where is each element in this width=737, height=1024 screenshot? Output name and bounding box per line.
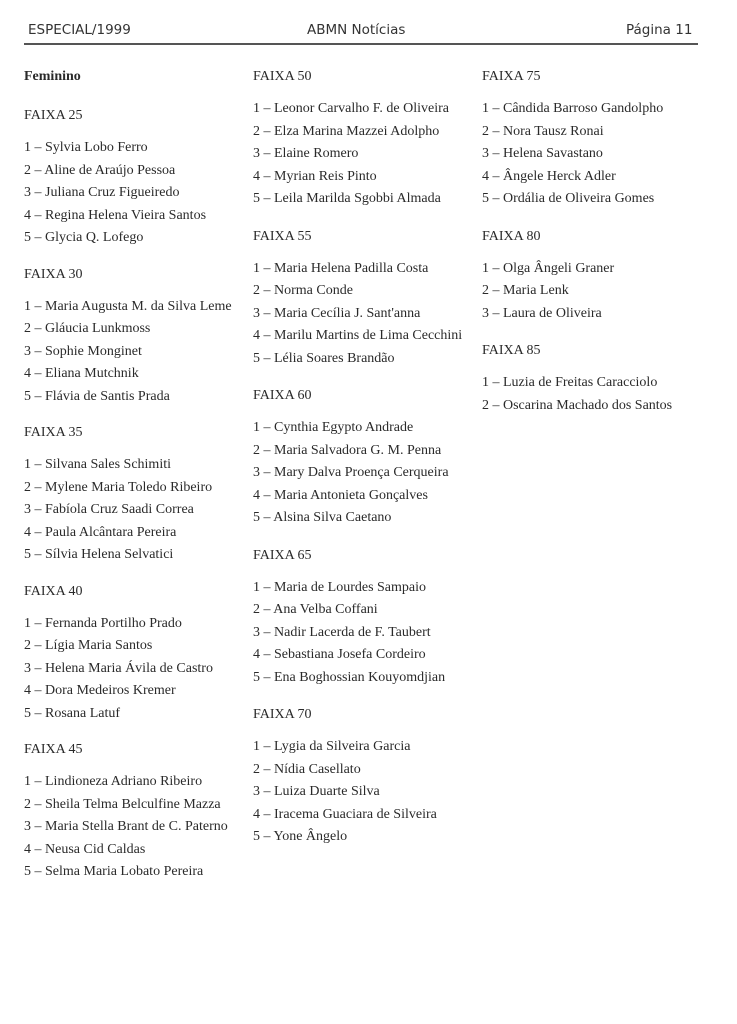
list-item: 4 – Eliana Mutchnik bbox=[24, 366, 139, 381]
name-list bbox=[24, 296, 252, 409]
age-group-title: FAIXA 75 bbox=[482, 69, 541, 84]
list-item: 4 – Iracema Guaciara de Silveira bbox=[253, 806, 437, 822]
age-group bbox=[24, 741, 252, 884]
list-item: 2 – Norma Conde bbox=[253, 283, 353, 298]
age-group bbox=[482, 228, 712, 326]
age-group-title: FAIXA 60 bbox=[253, 388, 312, 403]
age-group bbox=[24, 266, 252, 409]
age-group bbox=[253, 228, 481, 371]
age-group bbox=[253, 68, 481, 211]
name-list bbox=[24, 454, 252, 567]
age-group-title: FAIXA 50 bbox=[253, 69, 312, 84]
section-title: Feminino bbox=[24, 69, 81, 84]
list-item: 1 – Maria Augusta M. da Silva Leme bbox=[24, 298, 232, 314]
list-item: 1 – Olga Ângeli Graner bbox=[482, 260, 615, 276]
name-list bbox=[24, 613, 252, 726]
list-item: 4 – Marilu Martins de Lima Cecchini bbox=[253, 328, 463, 343]
list-item: 5 – Ena Boghossian Kouyomdjian bbox=[253, 669, 446, 685]
list-item: 4 – Sebastiana Josefa Cordeiro bbox=[253, 647, 426, 662]
list-item: 4 – Neusa Cid Caldas bbox=[24, 841, 146, 857]
header-left: ESPECIAL/1999 bbox=[28, 22, 131, 38]
list-item: 2 – Elza Marina Mazzei Adolpho bbox=[253, 123, 440, 139]
list-item: 1 – Cynthia Egypto Andrade bbox=[253, 420, 414, 435]
column-3 bbox=[482, 68, 712, 417]
list-item: 5 – Glycia Q. Lofego bbox=[24, 230, 144, 245]
header-page-number: Página 11 bbox=[626, 22, 693, 38]
list-item: 5 – Alsina Silva Caetano bbox=[253, 510, 392, 525]
age-group bbox=[24, 583, 252, 726]
list-item: 2 – Sheila Telma Belculfine Mazza bbox=[24, 796, 221, 812]
list-item: 4 – Paula Alcântara Pereira bbox=[24, 524, 177, 540]
name-list bbox=[253, 736, 481, 849]
name-list bbox=[253, 417, 481, 530]
list-item: 2 – Nora Tausz Ronai bbox=[482, 123, 604, 139]
age-group bbox=[482, 68, 712, 211]
list-item: 1 – Luzia de Freitas Caracciolo bbox=[482, 375, 658, 390]
list-item: 3 – Maria Stella Brant de C. Paterno bbox=[24, 819, 228, 834]
name-list bbox=[482, 372, 712, 417]
list-item: 4 – Ângele Herck Adler bbox=[482, 168, 616, 184]
age-group-title: FAIXA 25 bbox=[24, 108, 83, 123]
list-item: 3 – Elaine Romero bbox=[253, 146, 359, 161]
name-list bbox=[253, 577, 481, 690]
list-item: 1 – Cândida Barroso Gandolpho bbox=[482, 101, 664, 116]
age-group-title: FAIXA 55 bbox=[253, 228, 312, 244]
list-item: 1 – Silvana Sales Schimiti bbox=[24, 457, 171, 472]
list-item: 2 – Ana Velba Coffani bbox=[253, 602, 378, 617]
name-list bbox=[482, 258, 712, 326]
column-2 bbox=[253, 68, 481, 849]
name-list bbox=[482, 98, 712, 211]
age-group-title: FAIXA 30 bbox=[24, 266, 83, 282]
list-item: 5 – Selma Maria Lobato Pereira bbox=[24, 864, 204, 879]
list-item: 3 – Fabíola Cruz Saadi Correa bbox=[24, 502, 194, 517]
age-group-title: FAIXA 65 bbox=[253, 547, 312, 563]
age-group bbox=[253, 547, 481, 690]
list-item: 4 – Myrian Reis Pinto bbox=[253, 168, 377, 184]
name-list bbox=[253, 258, 481, 371]
list-item: 5 – Lélia Soares Brandão bbox=[253, 350, 395, 366]
list-item: 1 – Lindioneza Adriano Ribeiro bbox=[24, 774, 203, 789]
list-item: 5 – Ordália de Oliveira Gomes bbox=[482, 191, 655, 206]
list-item: 2 – Nídia Casellato bbox=[253, 761, 361, 777]
age-group-title: FAIXA 45 bbox=[24, 742, 83, 757]
list-item: 1 – Maria Helena Padilla Costa bbox=[253, 260, 429, 276]
list-item: 2 – Aline de Araújo Pessoa bbox=[24, 162, 176, 178]
list-item: 1 – Leonor Carvalho F. de Oliveira bbox=[253, 101, 449, 116]
name-list bbox=[253, 98, 481, 211]
list-item: 2 – Lígia Maria Santos bbox=[24, 638, 153, 653]
list-item: 3 – Helena Savastano bbox=[482, 146, 603, 161]
age-group-title: FAIXA 85 bbox=[482, 343, 541, 358]
list-item: 3 – Maria Cecília J. Sant'anna bbox=[253, 305, 421, 321]
column-1 bbox=[24, 68, 252, 884]
age-group-title: FAIXA 40 bbox=[24, 583, 83, 599]
list-item: 2 – Gláucia Lunkmoss bbox=[24, 321, 151, 336]
list-item: 2 – Oscarina Machado dos Santos bbox=[482, 397, 673, 413]
list-item: 3 – Laura de Oliveira bbox=[482, 305, 602, 321]
list-item: 3 – Sophie Monginet bbox=[24, 343, 142, 359]
list-item: 2 – Mylene Maria Toledo Ribeiro bbox=[24, 479, 213, 495]
list-item: 3 – Helena Maria Ávila de Castro bbox=[24, 660, 213, 676]
list-item: 3 – Nadir Lacerda de F. Taubert bbox=[253, 624, 431, 640]
list-item: 4 – Regina Helena Vieira Santos bbox=[24, 207, 207, 223]
list-item: 1 – Fernanda Portilho Prado bbox=[24, 615, 182, 631]
list-item: 5 – Leila Marilda Sgobbi Almada bbox=[253, 191, 441, 206]
age-group-title: FAIXA 80 bbox=[482, 228, 541, 244]
list-item: 2 – Maria Salvadora G. M. Penna bbox=[253, 442, 442, 458]
list-item: 5 – Rosana Latuf bbox=[24, 705, 121, 721]
age-group bbox=[24, 107, 252, 250]
list-item: 1 – Maria de Lourdes Sampaio bbox=[253, 579, 427, 595]
list-item: 2 – Maria Lenk bbox=[482, 283, 569, 298]
list-item: 3 – Mary Dalva Proença Cerqueira bbox=[253, 465, 449, 480]
list-item: 5 – Flávia de Santis Prada bbox=[24, 388, 170, 404]
list-item: 1 – Sylvia Lobo Ferro bbox=[24, 140, 148, 155]
age-group bbox=[253, 706, 481, 849]
name-list bbox=[24, 137, 252, 250]
age-group-title: FAIXA 70 bbox=[253, 707, 312, 722]
list-item: 5 – Sílvia Helena Selvatici bbox=[24, 547, 174, 562]
name-list bbox=[24, 771, 252, 884]
list-item: 3 – Juliana Cruz Figueiredo bbox=[24, 185, 180, 200]
list-item: 3 – Luiza Duarte Silva bbox=[253, 784, 380, 799]
age-group bbox=[24, 424, 252, 567]
header-center: ABMN Notícias bbox=[307, 22, 406, 38]
list-item: 1 – Lygia da Silveira Garcia bbox=[253, 739, 411, 754]
list-item: 4 – Maria Antonieta Gonçalves bbox=[253, 487, 428, 503]
age-group bbox=[253, 387, 481, 530]
list-item: 5 – Yone Ângelo bbox=[253, 829, 348, 844]
list-item: 4 – Dora Medeiros Kremer bbox=[24, 683, 176, 698]
age-group bbox=[482, 342, 712, 417]
age-group-title: FAIXA 35 bbox=[24, 425, 83, 440]
header-rule bbox=[24, 43, 698, 45]
